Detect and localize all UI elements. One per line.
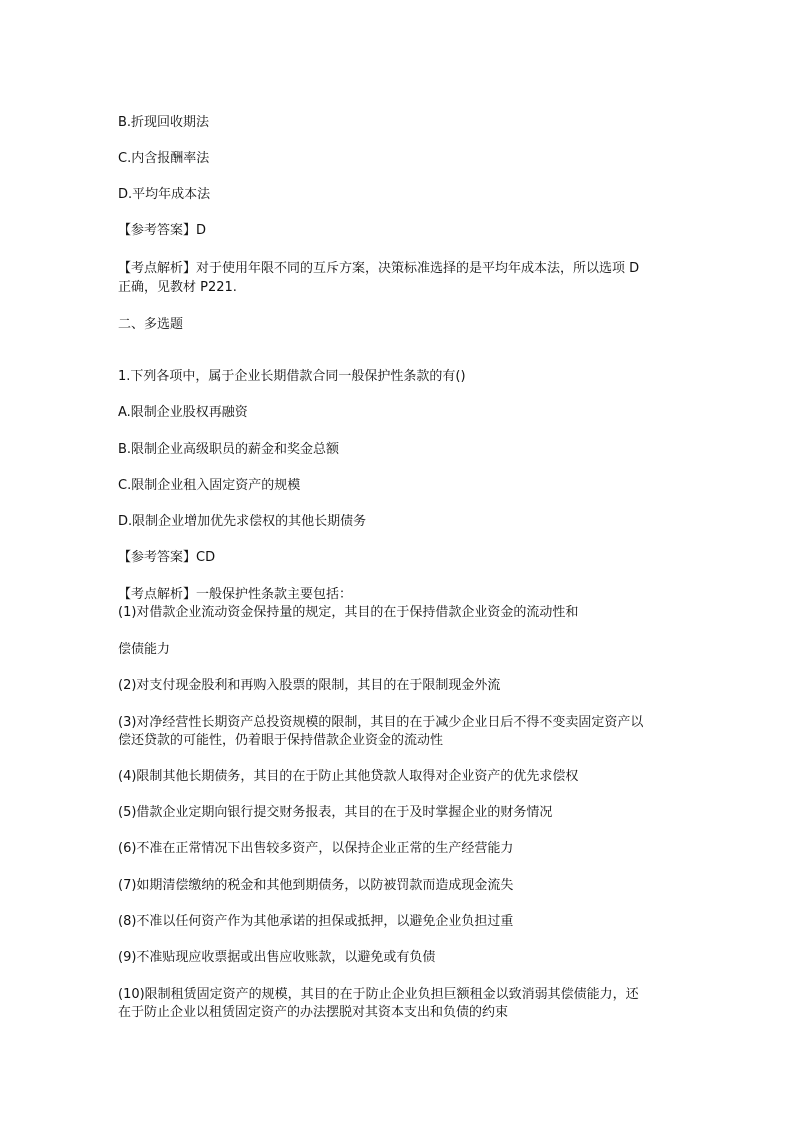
analysis-item: (1)对借款企业流动资金保持量的规定，其目的在于保持借款企业资金的流动性和: [118, 605, 579, 620]
prev-analysis-line2: 正确，见教材 P221.: [118, 280, 237, 295]
analysis-title: 【考点解析】一般保护性条款主要包括：: [118, 587, 353, 602]
section-title: 二、多选题: [118, 317, 184, 332]
prev-answer: 【参考答案】D: [118, 223, 207, 238]
prev-option-d: D.平均年成本法: [118, 187, 211, 202]
prev-option-c: C.内含报酬率法: [118, 151, 210, 166]
analysis-item: (2)对支付现金股利和再购入股票的限制，其目的在于限制现金外流: [118, 678, 501, 693]
analysis-item: (8)不准以任何资产作为其他承诺的担保或抵押，以避免企业负担过重: [118, 914, 514, 929]
analysis-item: (6)不准在正常情况下出售较多资产，以保持企业正常的生产经营能力: [118, 841, 514, 856]
analysis-item: 在于防止企业以租赁固定资产的办法摆脱对其资本支出和负债的约束: [118, 1005, 509, 1020]
analysis-item: (7)如期清偿缴纳的税金和其他到期债务，以防被罚款而造成现金流失: [118, 878, 514, 893]
prev-option-b: B.折现回收期法: [118, 115, 210, 130]
analysis-item: 偿债能力: [118, 642, 171, 657]
analysis-item: (9)不准贴现应收票据或出售应收账款，以避免或有负债: [118, 950, 436, 965]
option-c: C.限制企业租入固定资产的规模: [118, 478, 301, 493]
question-stem: 1.下列各项中，属于企业长期借款合同一般保护性条款的有(): [118, 369, 466, 384]
analysis-item: (10)限制租赁固定资产的规模，其目的在于防止企业负担巨额租金以致消弱其偿债能力，还: [118, 987, 639, 1002]
prev-analysis-line1: 【考点解析】对于使用年限不同的互斥方案，决策标准选择的是平均年成本法，所以选项 D: [118, 261, 640, 276]
analysis-item: 偿还贷款的可能性，仍着眼于保持借款企业资金的流动性: [118, 733, 444, 748]
analysis-item: (3)对净经营性长期资产总投资规模的限制，其目的在于减少企业日后不得不变卖固定资产以: [118, 715, 644, 730]
option-b: B.限制企业高级职员的薪金和奖金总额: [118, 442, 340, 457]
answer: 【参考答案】CD: [118, 550, 216, 565]
option-a: A.限制企业股权再融资: [118, 405, 248, 420]
analysis-item: (4)限制其他长期债务，其目的在于防止其他贷款人取得对企业资产的优先求偿权: [118, 769, 579, 784]
analysis-item: (5)借款企业定期向银行提交财务报表，其目的在于及时掌握企业的财务情况: [118, 805, 553, 820]
option-d: D.限制企业增加优先求偿权的其他长期债务: [118, 514, 367, 529]
